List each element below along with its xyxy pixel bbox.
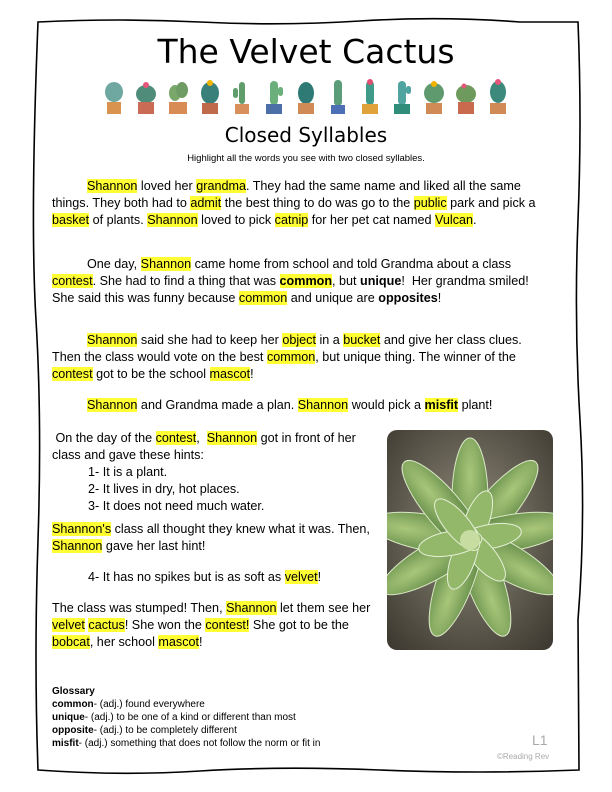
- cactus-icon: [132, 78, 160, 116]
- cactus-icon: [100, 78, 128, 116]
- succulent-photo: [387, 430, 553, 650]
- section-subtitle: Closed Syllables: [224, 123, 388, 147]
- story-paragraph-8: The class was stumped! Then, Shannon let them see her velvet cactus! She won the contest! She got to be the bobcat, her school mascot!: [52, 601, 371, 649]
- cactus-icon: [484, 78, 512, 116]
- story-paragraph-1: Shannon loved her grandma. They had the same name and liked all the same things. They both had to admit the best thing to do was go to the public park and pick a basket of plants. Shannon loved to pick catnip for her pet cat named Vulcan.: [52, 179, 536, 227]
- glossary-item: opposite- (adj.) to be completely different: [52, 725, 237, 736]
- cactus-icon: [292, 78, 320, 116]
- story-paragraph-4: Shannon and Grandma made a plan. Shannon would pick a misfit plant!: [87, 398, 493, 412]
- cactus-icon: [420, 78, 448, 116]
- hint-2: 2- It lives in dry, hot places.: [88, 482, 240, 496]
- hint-1: 1- It is a plant.: [88, 465, 168, 479]
- cactus-icon: [228, 78, 256, 116]
- page-title: The Velvet Cactus: [157, 32, 455, 71]
- hint-3: 3- It does not need much water.: [88, 499, 265, 513]
- glossary: [52, 685, 372, 750]
- glossary-item: common- (adj.) found everywhere: [52, 699, 205, 710]
- glossary-item: unique- (adj.) to be one of a kind or different than most: [52, 712, 296, 723]
- cactus-icon: [260, 78, 288, 116]
- glossary-item: misfit- (adj.) something that does not follow the norm or fit in: [52, 738, 321, 749]
- credit: ©Reading Rev: [497, 752, 550, 761]
- story-paragraph-3: Shannon said she had to keep her object in a bucket and give her class clues. Then the class would vote on the best common, but unique thing. The winner of the contest got to be the school mascot!: [52, 333, 522, 381]
- story-paragraph-6: Shannon's class all thought they knew what it was. Then, Shannon gave her last hint!: [52, 522, 370, 553]
- story-paragraph-7: 4- It has no spikes but is as soft as velvet!: [88, 570, 322, 584]
- cactus-icon: [452, 78, 480, 116]
- page-code: L1: [532, 732, 548, 748]
- cactus-icon: [196, 78, 224, 116]
- cactus-icon: [388, 78, 416, 116]
- instructions: Highlight all the words you see with two closed syllables.: [187, 153, 425, 164]
- story-paragraph-2: One day, Shannon came home from school and told Grandma about a class contest. She had to find a thing that was common, but unique! Her grandma smiled! She said this was funny because common and unique are opposites!: [52, 257, 533, 305]
- glossary-heading: Glossary: [52, 686, 95, 697]
- cactus-icon: [164, 78, 192, 116]
- story-paragraph-5: On the day of the contest, Shannon got in front of her class and gave these hints: 1- It is a plant. 2- It lives in dry, hot places. 3- It does not need much water.: [52, 430, 382, 515]
- cactus-icon: [356, 78, 384, 116]
- cactus-icon: [324, 78, 352, 116]
- cactus-illustration-row: [100, 78, 512, 116]
